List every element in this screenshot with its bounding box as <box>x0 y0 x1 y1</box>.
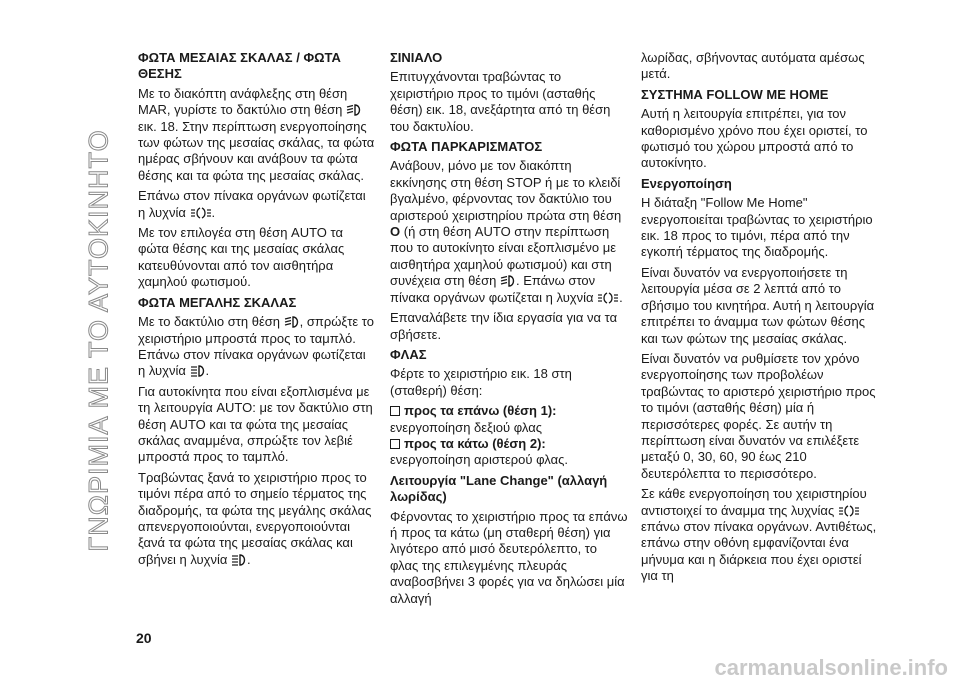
heading-lane-change: Λειτουργία "Lane Change" (αλλαγή λωρίδας) <box>390 472 608 505</box>
column-1 <box>138 50 376 572</box>
high-beam-icon <box>231 554 247 566</box>
heading-low-beam: ΦΩΤΑ ΜΕΣΑΙΑΣ ΣΚΑΛΑΣ / ΦΩΤΑ ΘΕΣΗΣ <box>138 50 341 82</box>
position-o-label: O <box>390 224 401 240</box>
column-3 <box>641 50 879 589</box>
paragraph: Τραβώντας ξανά το χειριστήριο προς το τιμόνι πέρα από το σημείο τέρματος της διαδρομής, τα φώτα της μεγάλης σκάλας απενεργοποιούνται, ενεργοποιούνται ξανά τα φώτα της μεσαίας σκάλας και σβήνει η λυχνία . <box>138 469 372 567</box>
heading-follow-me-home: ΣΥΣΤΗΜΑ FOLLOW ME HOME <box>641 86 829 102</box>
low-beam-icon <box>500 275 516 287</box>
paragraph: Επαναλάβετε την ίδια εργασία για να τα σβήσετε. <box>390 310 618 342</box>
bullet-square-icon <box>390 406 400 416</box>
paragraph: Για αυτοκίνητα που είναι εξοπλισμένα με τη λειτουργία AUTO: με τον δακτύλιο στη θέση AUTO και τα φώτα της μεσαίας σκάλας αναμμένα, σπρώξτε τον λεβιέ μπροστά προς το ταμπλό. <box>138 383 373 465</box>
section-side-title <box>84 40 114 640</box>
bullet-item: προς τα επάνω (θέση 1): <box>390 403 628 419</box>
paragraph: Με το διακόπτη ανάφλεξης στη θέση MAR, γυρίστε το δακτύλιο στη θέση εικ. 18. Στην περίπτωση ενεργοποίησης των φώτων της μεσαίας σκάλας, τα φώτα ημέρας σβήνουν και ανάβουν τα φώτα θέσης και τα φώτα της μεσαίας σκάλας. <box>138 85 375 183</box>
paragraph: Ανάβουν, μόνο με τον διακόπτη εκκίνησης στη θέση STOP ή με το κλειδί βγαλμένο, φέρνοντας τον δακτύλιο του αριστερού χειριστηρίου πρώτα στη θέση O (ή στη θέση AUTO στην περίπτωση που το αυτοκίνητο είναι εξοπλισμένο με αισθητήρα χαμηλού φωτισμού) και στη συνέχεια στη θέση . Επάνω στον πίνακα οργάνων φωτίζεται η λυχνία . <box>390 158 623 305</box>
paragraph: Επιτυγχάνονται τραβώντας το χειριστήριο προς το τιμόνι (ασταθής θέση) εικ. 18, ανεξάρτητα από τη θέση του δακτυλίου. <box>390 69 611 134</box>
position-lights-icon <box>190 207 212 219</box>
high-beam-icon <box>190 365 206 377</box>
bullet-square-icon <box>390 439 400 449</box>
paragraph: ενεργοποίηση δεξιού φλας <box>390 419 542 435</box>
side-title-text: ΓΝΩΡΙΜΙΑ ΜΕ ΤΟ ΑΥΤΟΚΙΝΗΤΟ <box>83 128 114 552</box>
column-2 <box>390 50 628 611</box>
heading-activation: Ενεργοποίηση <box>641 175 732 191</box>
paragraph: λωρίδας, σβήνοντας αυτόματα αμέσως μετά. <box>641 50 865 82</box>
paragraph: Είναι δυνατόν να ρυθμίσετε τον χρόνο ενεργοποίησης των προβολέων τραβώντας το αριστερό χειριστήριο προς το τιμόνι (ασταθής θέση) μία ή περισσότερες φορές. Σε αυτήν τη περίπτωση είναι δυνατόν να επιλέξετε μεταξύ 0, 30, 60, 90 έως 210 δευτερόλεπτα το περισσότερο. <box>641 350 876 481</box>
heading-turn-signals: ΦΛΑΣ <box>390 346 427 362</box>
paragraph: Επάνω στον πίνακα οργάνων φωτίζεται η λυχνία . <box>138 188 366 220</box>
paragraph: Η διάταξη "Follow Me Home" ενεργοποιείται τραβώντας το χειριστήριο εικ. 18 προς το τιμόνι, πέρα από την εγκοπή τέρματος της διαδρομής. <box>641 195 873 260</box>
paragraph: Φέρτε το χειριστήριο εικ. 18 στη (σταθερή) θέση: <box>390 366 572 398</box>
heading-high-beam: ΦΩΤΑ ΜΕΓΑΛΗΣ ΣΚΑΛΑΣ <box>138 294 297 310</box>
paragraph: Με τον επιλογέα στη θέση AUTO τα φώτα θέσης και της μεσαίας σκάλας κατευθύνονται από τον αισθητήρα χαμηλού φωτισμού. <box>138 225 345 290</box>
bullet-item: προς τα κάτω (θέση 2): <box>390 436 628 452</box>
paragraph: Φέρνοντας το χειριστήριο προς τα επάνω ή προς τα κάτω (μη σταθερή θέση) για λιγότερο από μισό δευτερόλεπτο, το φλας της επιλεγμένης πλευράς αναβοσβήνει 3 φορές για να δηλώσει μία αλλαγή <box>390 508 628 606</box>
paragraph: Με το δακτύλιο στη θέση , σπρώξτε το χειριστήριο μπροστά προς το ταμπλό. Επάνω στον πίνακα οργάνων φωτίζεται η λυχνία . <box>138 314 374 379</box>
paragraph: ενεργοποίηση αριστερού φλας. <box>390 452 569 468</box>
paragraph: Αυτή η λειτουργία επιτρέπει, για τον καθορισμένο χρόνο που έχει οριστεί, το φωτισμό του χώρου μπροστά από το αυτοκίνητο. <box>641 106 868 171</box>
position-lights-icon <box>838 505 860 517</box>
position-lights-icon <box>597 292 619 304</box>
heading-parking-lights: ΦΩΤΑ ΠΑΡΚΑΡΙΣΜΑΤΟΣ <box>390 139 543 155</box>
low-beam-icon <box>346 104 362 116</box>
watermark: carmanualsonline.info <box>714 655 948 680</box>
heading-indicators: ΣΙΝΙΑΛΟ <box>390 50 443 65</box>
low-beam-icon <box>284 316 300 328</box>
paragraph: Σε κάθε ενεργοποίηση του χειριστηρίου αντιστοιχεί το άναμμα της λυχνίας επάνω στον πίνακα οργάνων. Αντιθέτως, επάνω στην οθόνη εμφανίζονται ένα μήνυμα και η διάρκεια που έχει οριστεί για τη <box>641 486 877 584</box>
page-number: 20 <box>136 630 152 646</box>
paragraph: Είναι δυνατόν να ενεργοποιήσετε τη λειτουργία μέσα σε 2 λεπτά από το σβήσιμο του κινητήρα. Αυτή η λειτουργία επιτρέπει το άναμμα των φώτων θέσης και των φώτων της μεσαίας σκάλας. <box>641 264 875 346</box>
